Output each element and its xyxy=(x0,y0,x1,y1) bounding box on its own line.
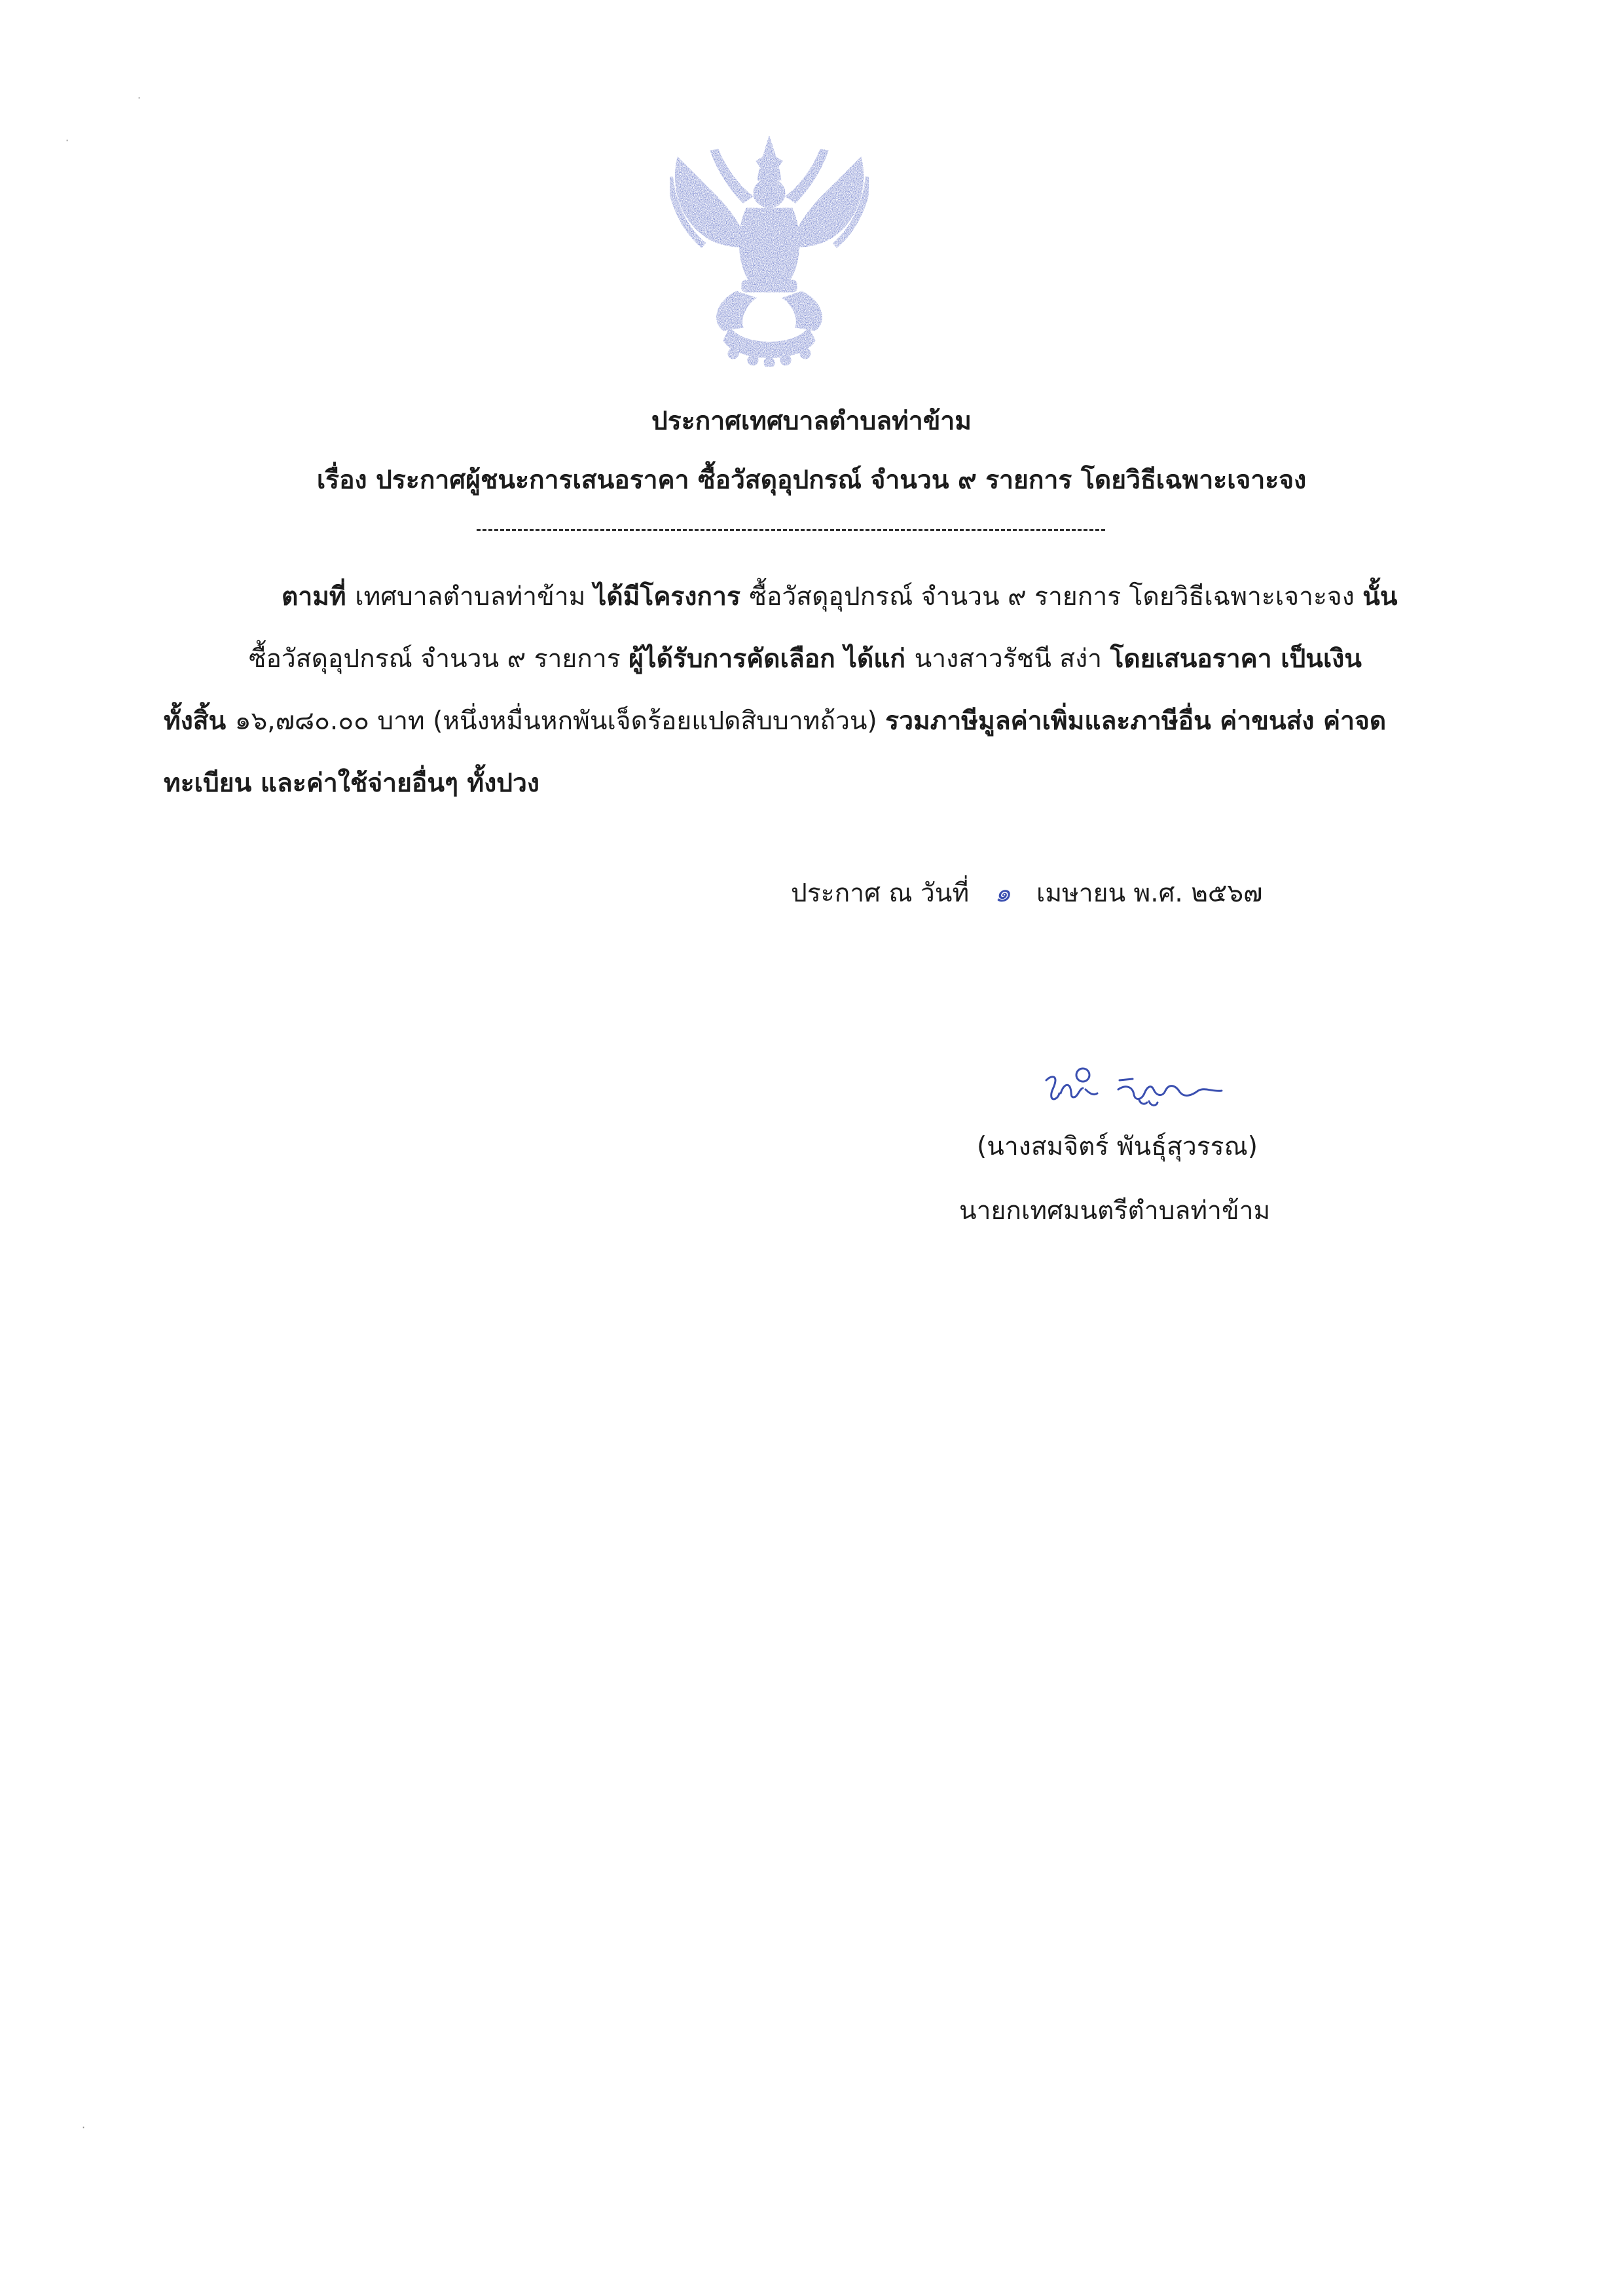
body-text: โดยเสนอราคา เป็นเงิน xyxy=(1110,644,1362,674)
body-text: นั้น xyxy=(1362,582,1398,611)
announcement-title: ประกาศเทศบาลตำบลท่าข้าม xyxy=(651,407,972,436)
separator-line xyxy=(477,529,1105,531)
signatory-position: นายกเทศมนตรีตำบลท่าข้าม xyxy=(959,1196,1271,1226)
date-month-year: เมษายน พ.ศ. ๒๕๖๗ xyxy=(1036,879,1263,908)
body-line-2 xyxy=(249,638,1362,679)
garuda-emblem-icon xyxy=(665,131,874,367)
body-text: ตามที่ xyxy=(282,582,356,611)
body-line-4 xyxy=(164,763,539,803)
body-text: ซื้อวัสดุอุปกรณ์ จำนวน ๙ รายการ xyxy=(249,644,629,674)
scan-speck: · xyxy=(65,134,69,147)
winner-name: นางสาวรัชนี สง่า xyxy=(914,644,1110,674)
announcement-subject: เรื่อง ประกาศผู้ชนะการเสนอราคา ซื้อวัสดุอุปกรณ์ จำนวน ๙ รายการ โดยวิธีเฉพาะเจาะจง xyxy=(316,465,1307,495)
price-amount: ๑๖,๗๘๐.๐๐ บาท (หนึ่งหมื่นหกพันเจ็ดร้อยแปดสิบบาทถ้วน) xyxy=(234,706,886,736)
signatory-name: (นางสมจิตร์ พันธุ์สุวรรณ) xyxy=(977,1132,1258,1161)
body-text: ซื้อวัสดุอุปกรณ์ จำนวน ๙ รายการ โดยวิธีเฉพาะเจาะจง xyxy=(749,582,1363,611)
body-line-3 xyxy=(164,701,1386,741)
signature-icon xyxy=(1041,1061,1250,1113)
date-prefix: ประกาศ ณ วันที่ xyxy=(791,879,970,908)
date-day: ๑ xyxy=(994,879,1011,908)
body-text: ทั้งสิ้น xyxy=(164,706,235,736)
body-line-1 xyxy=(282,576,1398,617)
body-text: ผู้ได้รับการคัดเลือก ได้แก่ xyxy=(629,644,915,674)
announcement-date xyxy=(791,873,1263,913)
body-text: รวมภาษีมูลค่าเพิ่มและภาษีอื่น ค่าขนส่ง ค่าจด xyxy=(885,706,1387,736)
scan-speck: · xyxy=(137,92,141,104)
scan-speck: · xyxy=(82,2121,86,2134)
body-text: ทะเบียน และค่าใช้จ่ายอื่นๆ ทั้งปวง xyxy=(164,769,539,798)
body-text: เทศบาลตำบลท่าข้าม xyxy=(355,582,594,611)
body-text: ได้มีโครงการ xyxy=(593,582,750,611)
